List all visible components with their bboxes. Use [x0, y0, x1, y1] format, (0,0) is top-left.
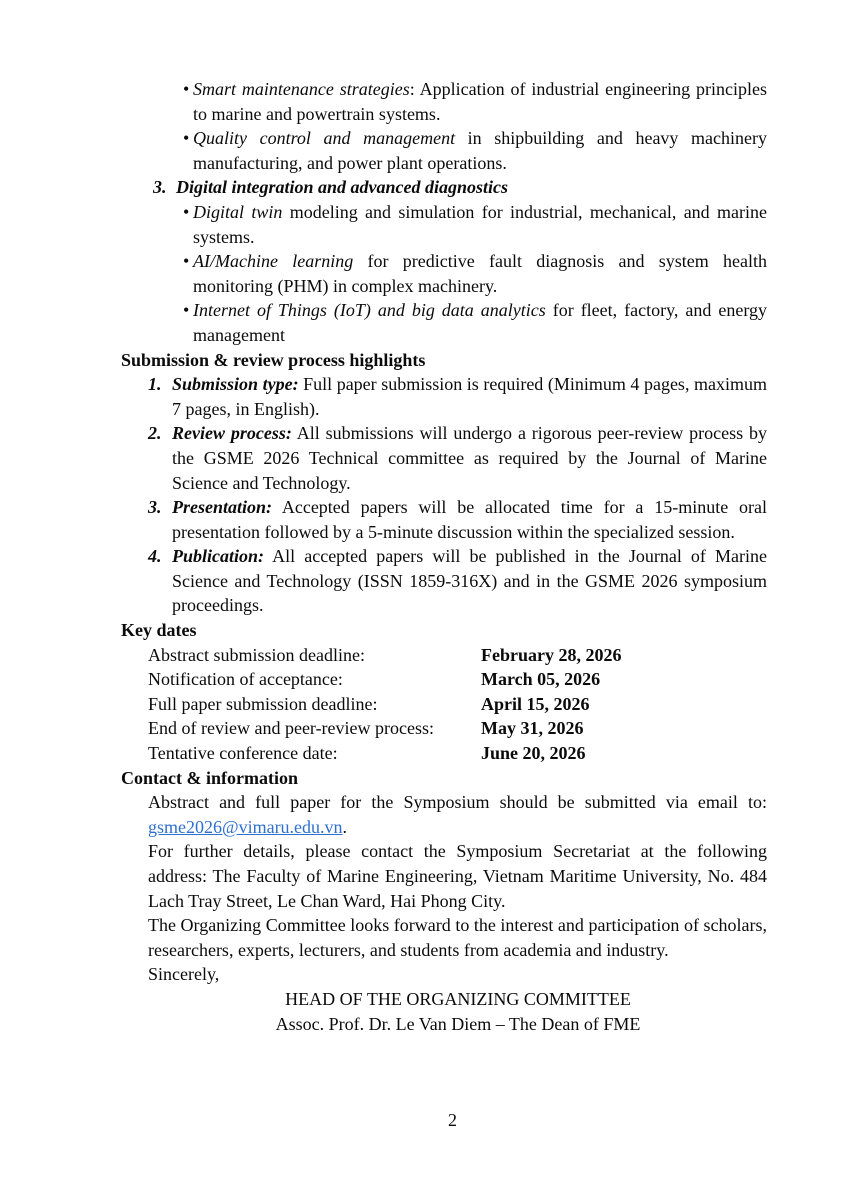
key-date-row-notification — [121, 667, 767, 692]
key-date-label: Abstract submission deadline: — [148, 644, 365, 665]
bullet-item-smart-maintenance — [121, 77, 767, 126]
key-date-value: May 31, 2026 — [481, 718, 584, 739]
bullet-marker: • — [183, 128, 190, 149]
bullet-marker: • — [183, 300, 190, 321]
section-heading-key-dates: Key dates — [121, 620, 197, 641]
section-heading-contact: Contact & information — [121, 767, 298, 788]
item-number: 4. — [148, 546, 162, 567]
email-link[interactable]: gsme2026@vimaru.edu.vn — [148, 816, 343, 837]
bullet-lead: Internet of Things (IoT) and big data analytics — [193, 300, 546, 321]
topic-heading-number: 3. — [153, 177, 167, 198]
bullet-marker: • — [183, 79, 190, 99]
key-date-row-full-paper-deadline — [121, 692, 767, 717]
bullet-lead: Digital twin — [193, 201, 283, 222]
key-date-label: End of review and peer-review process: — [148, 718, 435, 739]
key-date-row-end-of-review — [121, 716, 767, 741]
item-number: 2. — [148, 423, 162, 444]
closing-salutation: Sincerely, — [148, 964, 220, 985]
bullet-marker: • — [183, 201, 190, 222]
topic-heading-text: Digital integration and advanced diagnostics — [176, 177, 509, 198]
bullet-item-ai-machine-learning — [121, 249, 767, 298]
numbered-item-publication — [121, 544, 767, 618]
bullet-item-quality-control — [121, 126, 767, 175]
signature-block — [121, 987, 767, 1036]
item-lead: Submission type: — [172, 374, 299, 395]
sentence-period: . — [342, 816, 348, 837]
key-date-value: March 05, 2026 — [481, 669, 601, 690]
key-date-label: Tentative conference date: — [148, 743, 338, 764]
key-date-label: Full paper submission deadline: — [148, 693, 378, 714]
contact-paragraph-email — [121, 790, 767, 839]
bullet-marker: • — [183, 251, 190, 272]
key-date-row-abstract-deadline — [121, 643, 767, 668]
bullet-lead: AI/Machine learning — [193, 251, 354, 272]
contact-paragraph-invitation: The Organizing Committee looks forward to the interest and participation of scholars, researchers, experts, lecturers, and students from academia and industry. — [148, 915, 767, 960]
item-text: All accepted papers will be published in the Journal of Marine Science and Technology (ISSN 1859-316X) and in the GSME 2026 symposium proceedings. — [172, 546, 767, 616]
numbered-item-review-process — [121, 421, 767, 495]
bullet-lead: Smart maintenance strategies — [193, 79, 410, 99]
signature-title: HEAD OF THE ORGANIZING COMMITTEE — [285, 988, 631, 1009]
bullet-lead: Quality control and management — [193, 128, 456, 149]
contact-email-intro: Abstract and full paper for the Symposium should be submitted via email to: — [148, 792, 767, 813]
item-lead: Review process: — [172, 423, 292, 444]
bullet-text: modeling and simulation for industrial, mechanical, and marine systems. — [193, 201, 767, 247]
numbered-item-submission-type — [121, 372, 767, 421]
key-date-value: February 28, 2026 — [481, 644, 622, 665]
item-text: All submissions will undergo a rigorous peer-review process by the GSME 2026 Technical committee as required by the Journal of Marine Science and Technology. — [172, 423, 767, 493]
signature-name: Assoc. Prof. Dr. Le Van Diem – The Dean of FME — [275, 1013, 641, 1034]
section-heading-submission: Submission & review process highlights — [121, 349, 426, 370]
item-number: 1. — [148, 374, 162, 395]
topic-heading-digital-integration — [121, 175, 767, 200]
bullet-text: for predictive fault diagnosis and system health monitoring (PHM) in complex machinery. — [193, 251, 767, 296]
key-date-row-conference-date — [121, 741, 767, 766]
item-text: Full paper submission is required (Minimum 4 pages, maximum 7 pages, in English). — [172, 374, 767, 419]
item-text: Accepted papers will be allocated time for a 15-minute oral presentation followed by a 5-minute discussion within the specialized session. — [172, 497, 767, 542]
item-lead: Presentation: — [172, 497, 273, 518]
bullet-text: for fleet, factory, and energy management — [193, 300, 768, 345]
item-lead: Publication: — [172, 546, 265, 567]
key-date-value: June 20, 2026 — [481, 743, 586, 764]
bullet-text: : Application of industrial engineering principles to marine and powertrain systems. — [193, 79, 767, 124]
item-number: 3. — [148, 497, 162, 518]
bullet-item-iot-big-data — [121, 298, 767, 347]
key-date-value: April 15, 2026 — [481, 693, 590, 714]
bullet-item-digital-twin — [121, 200, 767, 249]
page-number: 2 — [448, 1110, 457, 1130]
bullet-text: in shipbuilding and heavy machinery manufacturing, and power plant operations. — [193, 128, 767, 173]
key-date-label: Notification of acceptance: — [148, 669, 343, 690]
contact-paragraph-address: For further details, please contact the Symposium Secretariat at the following address: The Faculty of Marine Engineering, Vietnam Maritime University, No. 484 Lach Tray Street, Le Chan Ward, Hai Phong City. — [148, 841, 767, 911]
numbered-item-presentation — [121, 495, 767, 544]
